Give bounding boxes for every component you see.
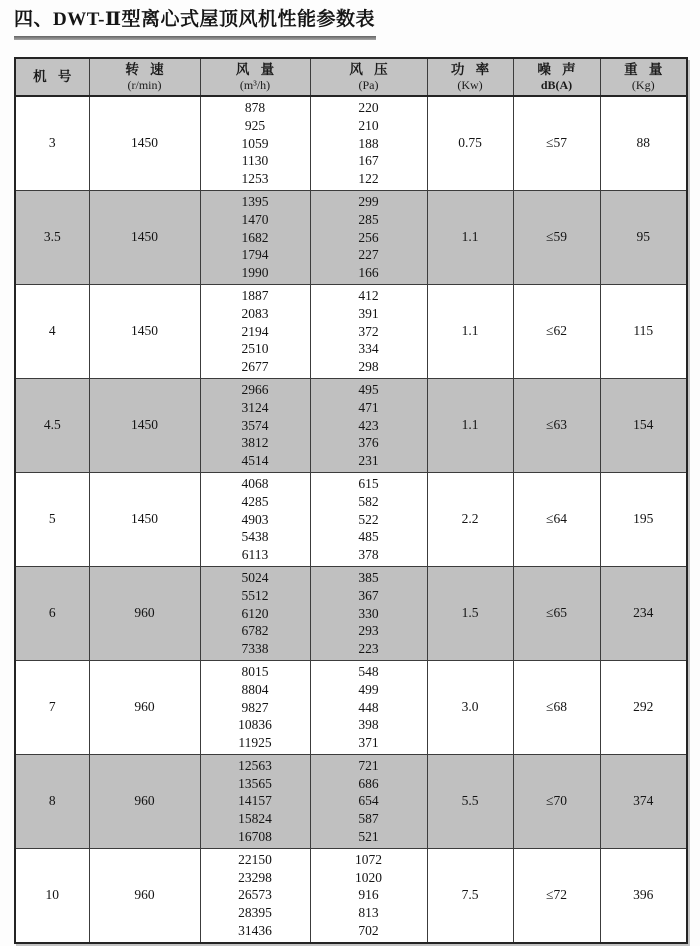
speed-cell: 1450 (89, 378, 200, 472)
pressure-cell (310, 566, 427, 660)
pressure-value: 522 (358, 511, 379, 527)
volume-value: 16708 (238, 829, 272, 845)
volume-value: 3812 (241, 435, 269, 451)
pressure-value: 166 (358, 265, 379, 281)
volume-value: 4068 (241, 475, 269, 491)
volume-value: 5512 (241, 587, 269, 603)
pressure-value: 495 (358, 381, 379, 397)
model-cell: 10 (15, 848, 89, 942)
weight-cell: 95 (600, 190, 687, 284)
column-header-label: 风 量 (235, 62, 279, 77)
weight-cell: 88 (600, 96, 687, 190)
weight-cell: 374 (600, 754, 687, 848)
volume-value: 2510 (241, 341, 269, 357)
volume-value: 28395 (238, 905, 272, 921)
weight-cell: 292 (600, 660, 687, 754)
pressure-cell (310, 190, 427, 284)
volume-value: 4903 (241, 511, 269, 527)
pressure-value: 686 (358, 775, 379, 791)
table-row (15, 754, 687, 848)
column-header (427, 58, 513, 96)
weight-cell: 234 (600, 566, 687, 660)
column-header (15, 58, 89, 96)
column-header-label: 噪 声 (537, 62, 580, 77)
noise-cell: ≤72 (513, 848, 600, 942)
speed-cell: 960 (89, 660, 200, 754)
pressure-value: 391 (358, 305, 379, 321)
model-cell: 3.5 (15, 190, 89, 284)
volume-value: 4285 (241, 493, 269, 509)
pressure-value: 227 (358, 247, 379, 263)
table-row (15, 848, 687, 942)
pressure-value: 223 (358, 641, 379, 657)
volume-value: 9827 (241, 699, 269, 715)
power-cell: 5.5 (427, 754, 513, 848)
model-cell: 5 (15, 472, 89, 566)
pressure-value: 471 (358, 399, 379, 415)
pressure-value: 378 (358, 547, 379, 563)
speed-cell: 1450 (89, 472, 200, 566)
volume-cell (200, 190, 310, 284)
table-header-row (15, 58, 687, 96)
volume-value: 878 (244, 100, 266, 115)
volume-value: 6120 (241, 605, 269, 621)
volume-cell (200, 660, 310, 754)
pressure-cell (310, 754, 427, 848)
speed-cell: 1450 (89, 96, 200, 190)
column-header-label: 机 号 (33, 69, 76, 84)
speed-cell: 960 (89, 566, 200, 660)
volume-value: 1682 (241, 229, 269, 245)
power-cell: 7.5 (427, 848, 513, 942)
column-header-label: 功 率 (450, 62, 494, 77)
noise-cell: ≤70 (513, 754, 600, 848)
power-cell: 1.1 (427, 190, 513, 284)
column-header-label: 重 量 (624, 62, 667, 77)
volume-value: 12563 (238, 757, 272, 773)
table-row (15, 190, 687, 284)
volume-value: 13565 (238, 775, 272, 791)
volume-value: 925 (244, 117, 266, 133)
volume-value: 6113 (241, 547, 269, 563)
power-cell: 1.1 (427, 378, 513, 472)
volume-cell (200, 284, 310, 378)
pressure-value: 615 (358, 475, 379, 491)
model-cell: 4 (15, 284, 89, 378)
pressure-value: 330 (358, 605, 379, 621)
column-header-unit: (Kg) (631, 78, 655, 92)
power-cell: 2.2 (427, 472, 513, 566)
pressure-value: 521 (358, 829, 379, 845)
volume-value: 5438 (241, 529, 269, 545)
pressure-value: 256 (358, 229, 379, 245)
volume-value: 23298 (238, 869, 272, 885)
volume-value: 1253 (241, 171, 269, 187)
noise-cell: ≤68 (513, 660, 600, 754)
volume-cell (200, 96, 310, 190)
pressure-value: 298 (358, 359, 379, 375)
volume-value: 7338 (241, 641, 269, 657)
title-underline (14, 36, 376, 40)
volume-value: 2966 (241, 381, 269, 397)
pressure-value: 813 (358, 905, 379, 921)
table-row (15, 660, 687, 754)
model-cell: 4.5 (15, 378, 89, 472)
power-cell: 1.1 (427, 284, 513, 378)
volume-value: 31436 (238, 923, 272, 939)
column-header (600, 58, 687, 96)
table-row (15, 96, 687, 190)
volume-value: 1395 (241, 193, 269, 209)
speed-cell: 1450 (89, 284, 200, 378)
noise-cell: ≤59 (513, 190, 600, 284)
volume-value: 5024 (241, 569, 269, 585)
model-cell: 6 (15, 566, 89, 660)
speed-cell: 960 (89, 848, 200, 942)
volume-value: 1794 (241, 247, 269, 263)
volume-value: 8804 (241, 681, 269, 697)
weight-cell: 195 (600, 472, 687, 566)
volume-value: 1059 (241, 135, 269, 151)
pressure-cell (310, 660, 427, 754)
noise-cell: ≤57 (513, 96, 600, 190)
pressure-value: 412 (358, 287, 379, 303)
column-header (200, 58, 310, 96)
noise-cell: ≤64 (513, 472, 600, 566)
noise-cell: ≤62 (513, 284, 600, 378)
pressure-value: 499 (358, 681, 379, 697)
column-header (310, 58, 427, 96)
speed-cell: 1450 (89, 190, 200, 284)
pressure-value: 916 (358, 887, 379, 903)
pressure-value: 485 (358, 529, 379, 545)
pressure-cell (310, 378, 427, 472)
pressure-value: 702 (358, 923, 379, 939)
power-cell: 0.75 (427, 96, 513, 190)
volume-value: 6782 (241, 623, 269, 639)
column-header-unit: (r/min) (127, 78, 162, 92)
volume-value: 1887 (241, 287, 269, 303)
volume-cell (200, 848, 310, 942)
pressure-value: 372 (358, 323, 379, 339)
pressure-value: 367 (358, 587, 379, 603)
pressure-value: 334 (358, 341, 379, 357)
pressure-value: 385 (358, 569, 379, 585)
volume-value: 3574 (241, 417, 269, 433)
weight-cell: 154 (600, 378, 687, 472)
pressure-value: 293 (358, 623, 379, 639)
pressure-value: 1072 (355, 851, 382, 867)
weight-cell: 396 (600, 848, 687, 942)
volume-value: 26573 (238, 887, 272, 903)
pressure-cell (310, 96, 427, 190)
noise-cell: ≤63 (513, 378, 600, 472)
pressure-value: 167 (358, 153, 379, 169)
weight-cell: 115 (600, 284, 687, 378)
pressure-cell (310, 284, 427, 378)
fan-performance-table (14, 57, 688, 944)
volume-cell (200, 378, 310, 472)
pressure-value: 423 (358, 417, 379, 433)
column-header-unit: dB(A) (540, 78, 573, 92)
table-row (15, 472, 687, 566)
pressure-value: 587 (358, 811, 379, 827)
volume-value: 1130 (241, 153, 269, 169)
volume-value: 10836 (238, 717, 272, 733)
pressure-value: 1020 (355, 869, 382, 885)
model-cell: 7 (15, 660, 89, 754)
power-cell: 3.0 (427, 660, 513, 754)
page-title: 四、DWT-Ⅱ型离心式屋顶风机性能参数表 (14, 9, 375, 30)
volume-value: 2083 (241, 305, 269, 321)
volume-cell (200, 754, 310, 848)
power-cell: 1.5 (427, 566, 513, 660)
column-header-unit: (Kw) (457, 78, 483, 92)
pressure-value: 371 (358, 735, 379, 751)
pressure-value: 721 (358, 757, 379, 773)
volume-cell (200, 566, 310, 660)
volume-value: 22150 (238, 851, 272, 867)
pressure-value: 188 (358, 135, 379, 151)
noise-cell: ≤65 (513, 566, 600, 660)
volume-value: 15824 (238, 811, 272, 827)
table-body (15, 96, 687, 943)
pressure-cell (310, 848, 427, 942)
volume-value: 3124 (241, 399, 269, 415)
volume-value: 11925 (238, 735, 272, 751)
column-header-unit: (Pa) (358, 78, 379, 92)
pressure-value: 122 (358, 171, 379, 187)
pressure-value: 398 (358, 717, 379, 733)
speed-cell: 960 (89, 754, 200, 848)
volume-value: 2677 (241, 359, 269, 375)
model-cell: 3 (15, 96, 89, 190)
pressure-value: 299 (358, 193, 379, 209)
column-header (513, 58, 600, 96)
model-cell: 8 (15, 754, 89, 848)
column-header-label: 转 速 (125, 62, 168, 77)
pressure-value: 548 (358, 663, 379, 679)
pressure-value: 285 (358, 211, 379, 227)
volume-value: 14157 (238, 793, 272, 809)
pressure-value: 582 (358, 493, 379, 509)
volume-value: 1990 (241, 265, 269, 281)
table-row (15, 284, 687, 378)
column-header-unit: (m³/h) (239, 78, 271, 92)
volume-value: 4514 (241, 453, 269, 469)
column-header-label: 风 压 (349, 62, 392, 77)
pressure-value: 376 (358, 435, 379, 451)
table-row (15, 566, 687, 660)
pressure-value: 448 (358, 699, 379, 715)
pressure-cell (310, 472, 427, 566)
pressure-value: 210 (358, 117, 379, 133)
volume-value: 1470 (241, 211, 269, 227)
pressure-value: 654 (358, 793, 379, 809)
pressure-value: 231 (358, 453, 379, 469)
volume-value: 2194 (241, 323, 269, 339)
pressure-value: 220 (358, 100, 379, 115)
volume-cell (200, 472, 310, 566)
table-row (15, 378, 687, 472)
column-header (89, 58, 200, 96)
volume-value: 8015 (241, 663, 269, 679)
